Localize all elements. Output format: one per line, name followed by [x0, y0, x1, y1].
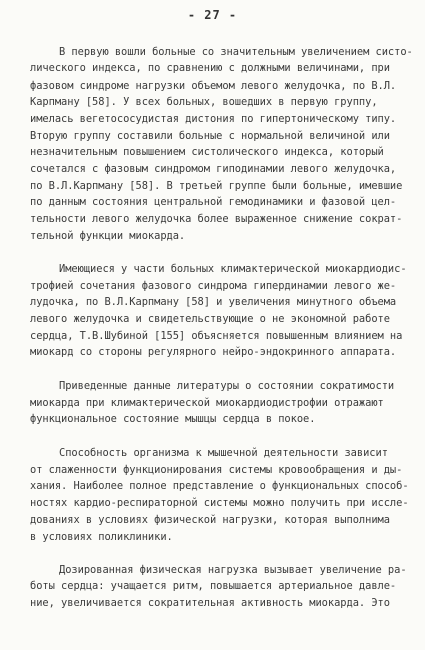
text-line: Карпману [58]. У всех больных, вошедших в первую группу,: [30, 96, 378, 108]
text-line: боты сердца: учащается ритм, повышается артериальное давле-: [30, 580, 397, 592]
page-number: - 27 -: [187, 8, 238, 22]
text-line: сердца, Т.В.Шубиной [155] объясняется повышенным влиянием на: [30, 330, 403, 342]
text-line: ностях кардио-респираторной системы можно получить при иссле-: [30, 497, 409, 509]
text-line: миокарда при климактерической миокардиодистрофии отражают: [30, 397, 384, 409]
text-line: в условиях поликлиники.: [30, 531, 173, 543]
text-line: левого желудочка и свидетельствующие о не экономной работе: [30, 313, 390, 325]
text-line: имелась вегетососудистая дистония по гипертоническому типу.: [30, 113, 397, 125]
text-line: Приведенные данные литературы о состоянии сократимости: [59, 380, 395, 392]
text-line: хания. Наиболее полное представление о функциональных способ-: [30, 480, 409, 492]
text-line: незначительным повышением систолического индекса, который: [30, 146, 384, 158]
text-line: от слаженности функционирования системы кровообращения и ды-: [30, 464, 403, 476]
text-line: миокард со стороны регулярного нейро-эндокринного аппарата.: [30, 346, 397, 358]
text-line: трофией сочетания фазового синдрома гипердинамии левого же-: [30, 280, 397, 292]
text-line: дованиях в условиях физической нагрузки, которая выполнима: [30, 514, 390, 526]
text-line: фазовом синдроме нагрузки объемом левого желудочка, по В.Л.: [30, 80, 397, 92]
text-line: Вторую группу составили больные с нормальной величиной или: [30, 130, 390, 142]
text-line: сочетался с фазовым синдромом гиподинамии левого желудочка,: [30, 163, 397, 175]
text-line: лического индекса, по сравнению с должными величинами, при: [30, 62, 390, 74]
text-line: по В.Л.Карпману [58]. В третьей группе были больные, имевшие: [30, 180, 403, 192]
text-line: Дозированная физическая нагрузка вызывает увеличение ра-: [59, 564, 407, 576]
text-line: тельной функции миокарда.: [30, 230, 186, 242]
text-line: лудочка, по В.Л.Карпману [58] и увеличения минутного объема: [30, 296, 397, 308]
text-line: В первую вошли больные со значительным увеличением систо-: [59, 46, 413, 58]
text-line: по данным состояния центральной гемодинамики и фазовой цел-: [30, 196, 397, 208]
text-line: Способность организма к мышечной деятельности зависит: [59, 447, 388, 459]
text-line: Имеющиеся у части больных климактерической миокардиодис-: [59, 263, 407, 275]
text-line: тельности левого желудочка более выраженное снижение сократ-: [30, 213, 403, 225]
text-line: ние, увеличивается сократительная активность миокарда. Это: [30, 597, 390, 609]
text-line: функциональное состояние мышцы сердца в покое.: [30, 413, 316, 425]
